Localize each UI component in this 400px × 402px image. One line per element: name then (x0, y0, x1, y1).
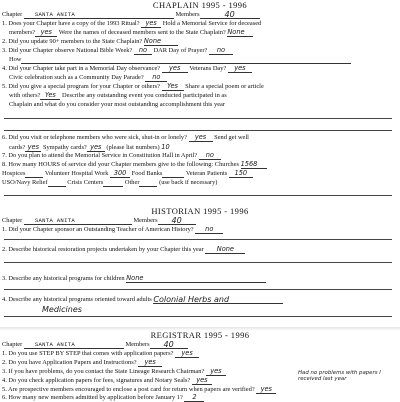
blank-line (4, 239, 392, 240)
chaplain-q8-cont: Hospices Volunteer Hospital Work 300 Food Banks Veteran Patients 150 (2, 170, 398, 178)
chaplain-q1-line: 1. Does your Chapter have a copy of the 1993 Ritual? yes Hold a Memorial Service for deceased (2, 20, 262, 27)
registrar-q4-line: 4. Do you check application papers for fees, signatures and Notary Seals? yes (2, 377, 398, 385)
chaplain-q6-line: 6. Did you visit or telephone members who were sick, shut-in or lonely? yes Send get well (2, 134, 249, 141)
registrar-title: REGISTRAR 1995 - 1996 (150, 330, 250, 340)
chaplain-q7-line: 7. Do you plan to attend the Memorial Service in Constitution Hall in April? no (2, 152, 398, 160)
chaplain-title: CHAPLAIN 1995 - 1996 (152, 0, 248, 10)
blank-line (4, 118, 392, 119)
chaplain-q4-cont: Civic celebration such as a Community Day Parade? no (2, 74, 398, 82)
chaplain-q1-cont: members? yes Were the names of deceased members sent to the State Chaplain? None (2, 29, 398, 37)
blank-line (4, 289, 392, 290)
chaplain-q2-line: 2. Did you update 90+ members to the State Chaplain? None (2, 38, 398, 46)
registrar-q3-line: 3. If you have problems, do you contact the State Lineage Research Chairman? yes (2, 368, 398, 376)
chaplain-q5-cont2: Chaplain and what do you consider your most outstanding accomplishment this year (9, 101, 225, 108)
historian-q1-line: 1. Did your Chapter sponsor an Outstanding Teacher of American History? no (2, 226, 398, 234)
chaplain-q3-how: How (2, 56, 398, 64)
registrar-chapter-name: SANTA ANITA (34, 341, 76, 348)
chaplain-chapter-line: Chapter SANTA ANITA Members 40 (2, 11, 398, 19)
blank-line (4, 316, 392, 317)
historian-title: HISTORIAN 1995 - 1996 (151, 206, 249, 216)
historian-members-count: 40 (158, 217, 196, 225)
registrar-chapter-line: Chapter SANTA ANITA Members 40 (2, 341, 398, 349)
blank-line (4, 195, 392, 196)
registrar-q5-line: 5. Are prospective members encouraged to enclose a post card for return when papers are verified? yes (2, 386, 398, 394)
historian-q4-cont: Medicines (42, 306, 82, 314)
historian-q2-line: 2. Describe historical restoration projects undertaken by your Chapter this year None (2, 246, 398, 254)
chaplain-q8-line: 8. How many HOURS of service did your Chapter members give to the following: Churches 1568 (2, 161, 398, 169)
blank-line (4, 130, 392, 131)
chaplain-members-count: 40 (200, 11, 260, 19)
chaplain-chapter-name: SANTA ANITA (24, 11, 174, 19)
registrar-members-count: 40 (150, 341, 188, 349)
chaplain-q5-line: 5. Did you give a special program for your Chapter or others? Yes Share a special poem or article (2, 83, 264, 90)
registrar-side-note: Had no problems with papers I received last year (298, 370, 381, 382)
registrar-q1-line: 1. Do you use STEP BY STEP that comes with application papers? yes (2, 350, 398, 358)
registrar-q6-line: 6. How many new members admitted by application before January 1? 2 (2, 394, 398, 402)
blank-line (4, 262, 392, 263)
historian-q3-line: 3. Describe any historical programs for children None (2, 275, 398, 283)
registrar-q2-line: 2. Do you have Application Papers and Instructions? yes (2, 359, 398, 367)
chaplain-q6-cont: cards? yes Sympathy cards? yes (please list numbers) 10 (9, 143, 170, 151)
historian-q4-line: 4. Describe any historical programs oriented toward adults Colonial Herbs and (2, 296, 398, 304)
chaplain-q3-line: 3. Did your Chapter observe National Bible Week? no DAR Day of Prayer? no (2, 47, 398, 55)
chaplain-q5-cont: with others? Yes Describe any outstanding event you conducted participated in as (9, 92, 227, 99)
historian-chapter-line: Chapter SANTA ANITA Members 40 (2, 217, 398, 225)
historian-chapter-name: SANTA ANITA (34, 217, 76, 224)
chaplain-q8-cont2: USO/Navy Relief Crisis Centers Other (use back if necessary) (2, 179, 218, 186)
chaplain-q4-line: 4. Did your Chapter take part in a Memorial Day observance? yes Veterans Day? yes (2, 65, 398, 73)
